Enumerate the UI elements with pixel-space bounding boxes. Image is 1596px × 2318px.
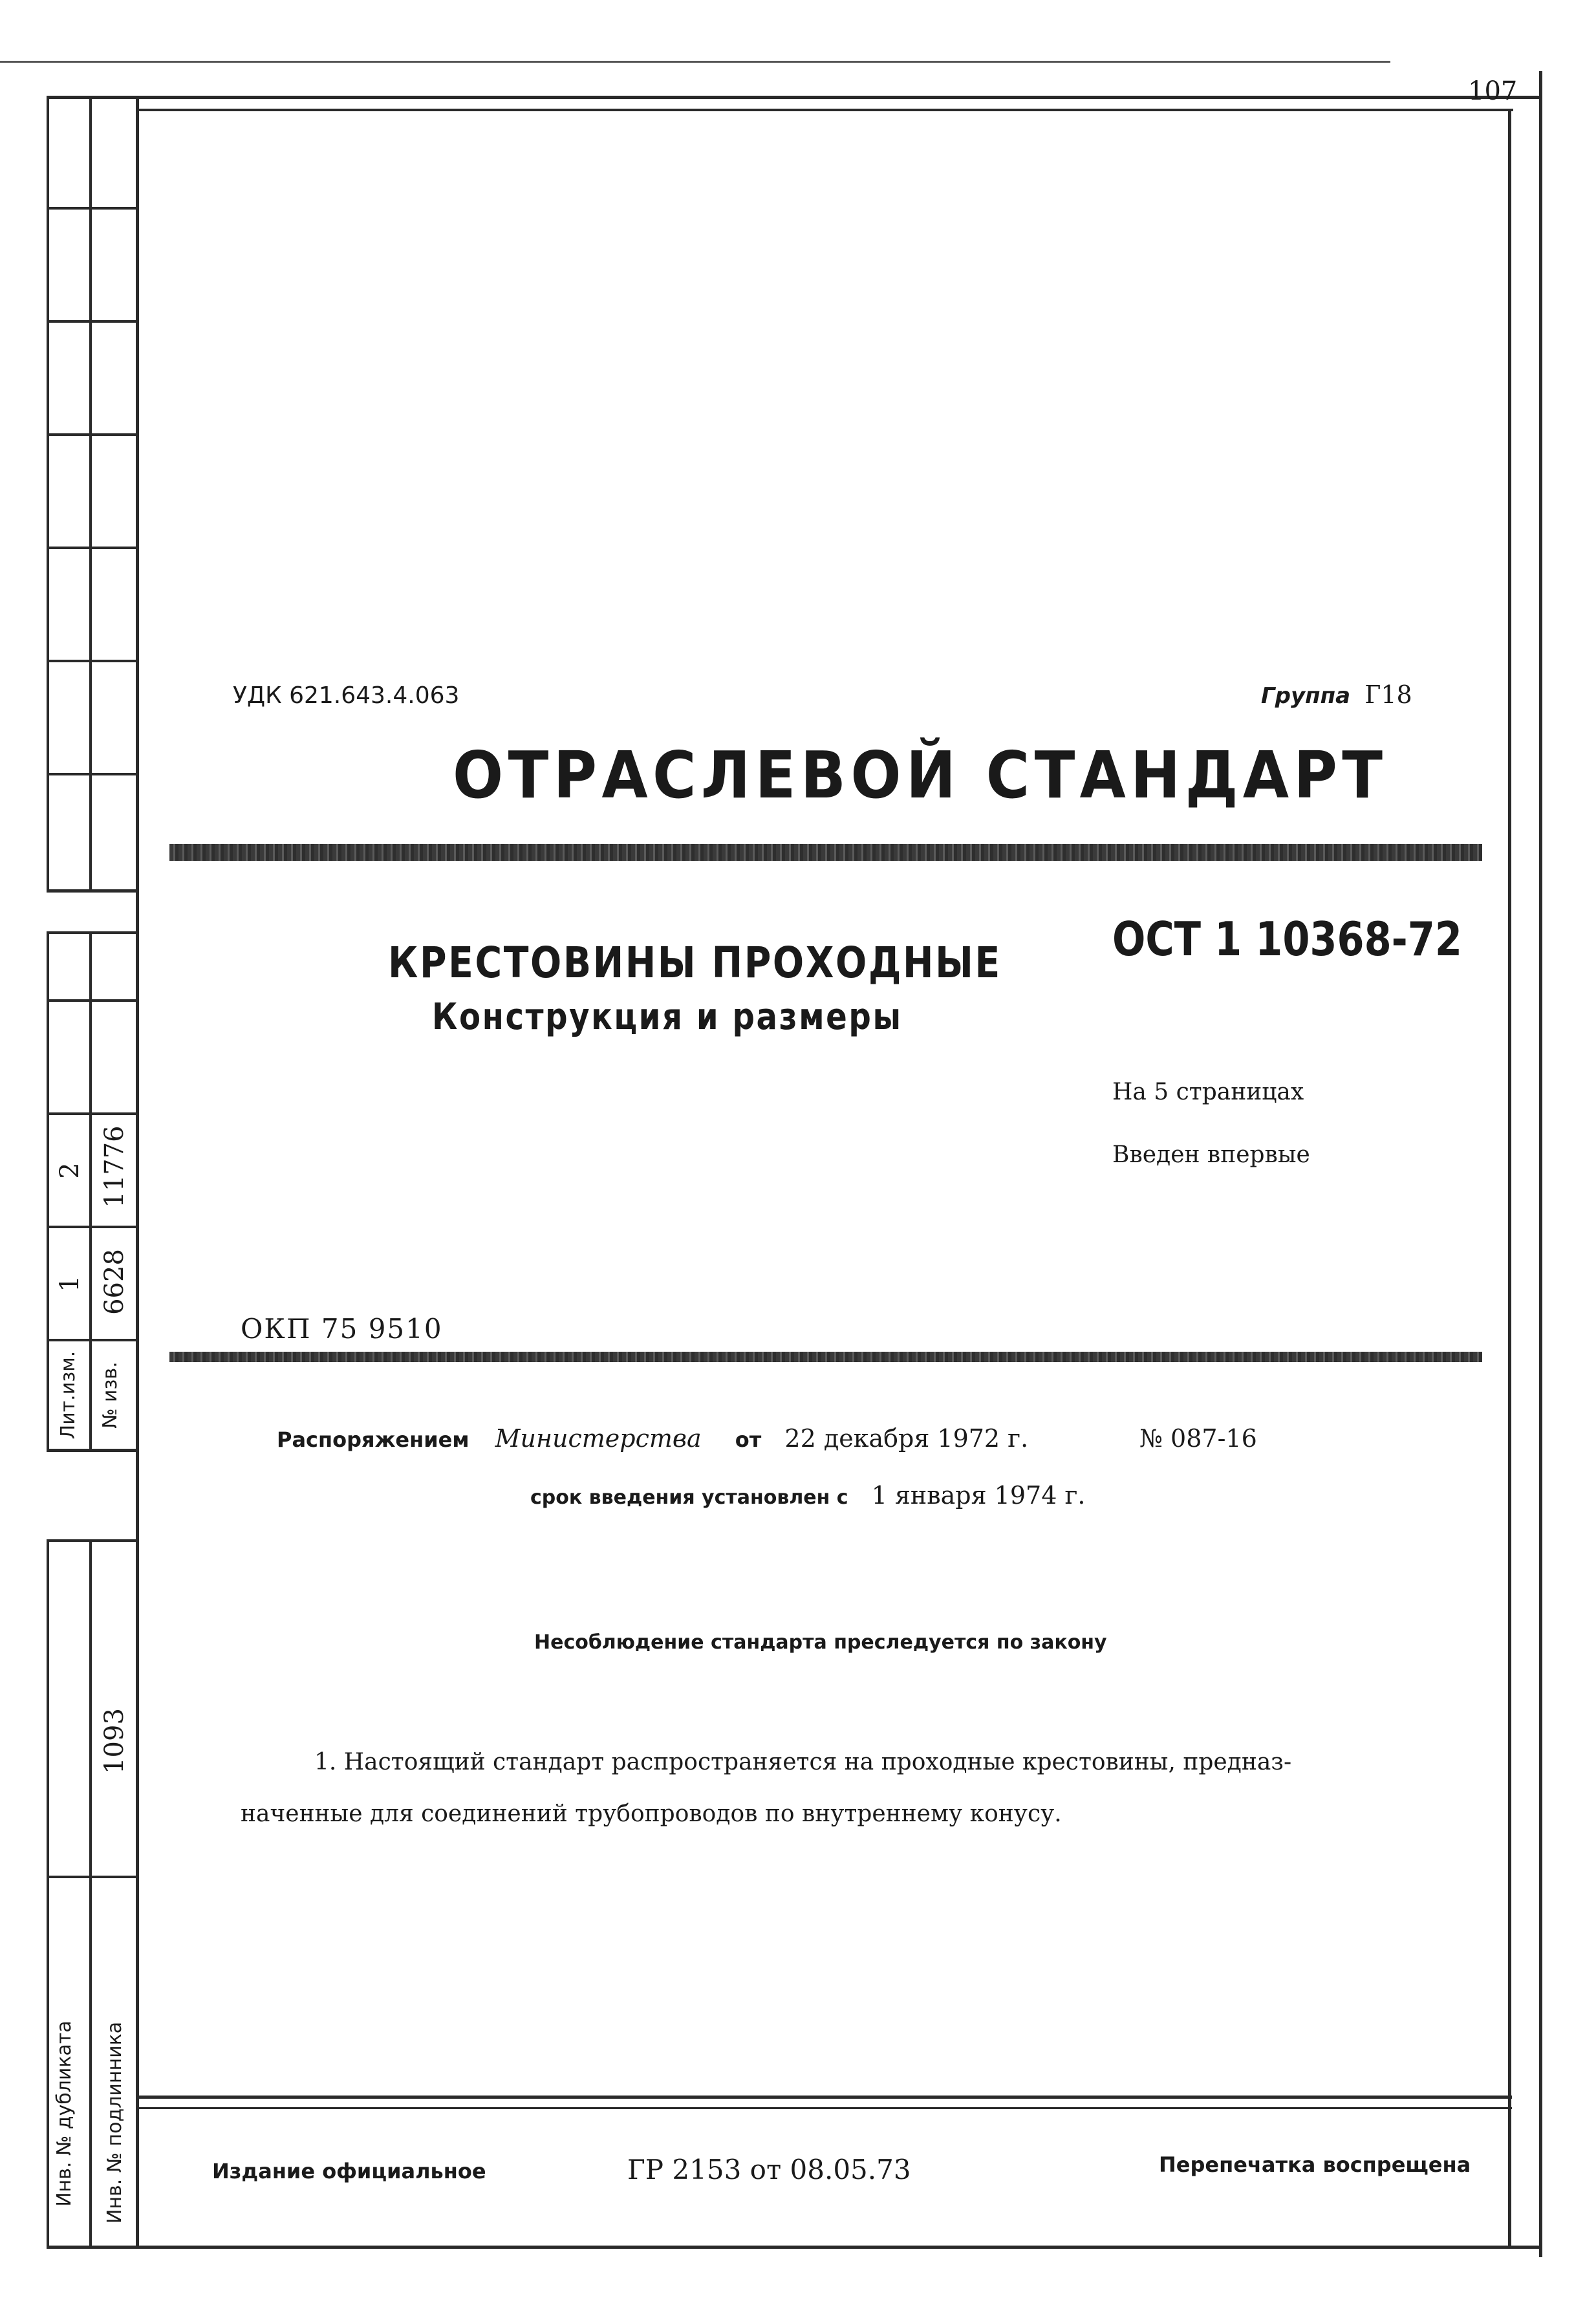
standard-code: ОСТ 1 10368-72 (1112, 912, 1462, 966)
udk-code: УДК 621.643.4.063 (233, 682, 460, 709)
margin-row (47, 207, 137, 210)
margin-row (47, 1449, 137, 1452)
standard-name: КРЕСТОВИНЫ ПРОХОДНЫЕ (388, 938, 1002, 988)
margin-col-left (47, 96, 49, 891)
margin-row (47, 1539, 137, 1542)
margin-row (47, 889, 137, 893)
frame-top (47, 96, 1542, 99)
pages-count: На 5 страницах (1112, 1079, 1304, 1105)
term-line (530, 1481, 1085, 1510)
margin-row (47, 320, 137, 323)
footer-separator-2 (136, 2107, 1512, 2109)
footer-reprint: Перепечатка воспрещена (1159, 2152, 1471, 2177)
body-paragraph-line-2: наченные для соединений трубопроводов по внутреннему конусу. (241, 1801, 1062, 1827)
footer-separator (136, 2096, 1512, 2099)
margin-row (47, 547, 137, 549)
margin-row (47, 999, 137, 1002)
margin-col-mid-3 (89, 1539, 92, 2248)
margin-row (47, 1339, 137, 1341)
okp-band (169, 1352, 1482, 1362)
footer-gr: ГР 2153 от 08.05.73 (627, 2154, 911, 2185)
group-label: Группа (1261, 683, 1351, 709)
introduced-note: Введен впервые (1112, 1142, 1310, 1168)
standard-subtitle: Конструкция и размеры (432, 996, 903, 1038)
inner-frame-left (136, 98, 139, 2247)
order-authority: Министерства (495, 1424, 702, 1453)
no-izv-label: № изв. (99, 1361, 122, 1429)
izv-value-11776: 11776 (100, 1125, 129, 1208)
group-value: Г18 (1364, 680, 1412, 709)
lit-value-1: 1 (55, 1275, 85, 1292)
inner-frame-right (1508, 109, 1511, 2247)
lit-value-2: 2 (55, 1162, 85, 1179)
order-number: № 087-16 (1139, 1424, 1257, 1453)
frame-bottom (47, 2246, 1542, 2249)
inner-frame-top (136, 109, 1513, 111)
footer-edition: Издание официальное (212, 2159, 486, 2183)
margin-row (47, 773, 137, 775)
okp-code: ОКП 75 9510 (241, 1313, 443, 1345)
law-warning: Несоблюдение стандарта преследуется по закону (534, 1631, 1107, 1654)
margin-col-mid-2 (89, 931, 92, 1449)
order-line (277, 1424, 1028, 1453)
page-number: 107 (1468, 76, 1518, 106)
order-prefix: Распоряжением (277, 1427, 469, 1452)
frame-right-outer (1539, 71, 1542, 2257)
lit-izm-label: Лит.изм. (57, 1350, 80, 1440)
group-block (1261, 680, 1412, 709)
body-paragraph-line-1: 1. Настоящий стандарт распространяется на проходные крестовины, предназ- (314, 1749, 1292, 1775)
top-edge-line (0, 61, 1390, 63)
title-band (169, 844, 1482, 861)
term-label: срок введения установлен с (530, 1486, 848, 1509)
order-date: 22 декабря 1972 г. (784, 1424, 1029, 1453)
margin-row (47, 1876, 137, 1878)
margin-row (47, 433, 137, 436)
margin-col-left-2 (47, 931, 49, 1449)
inv-dup-label: Инв. № дубликата (53, 2020, 76, 2207)
margin-col-mid (89, 96, 92, 891)
margin-row (47, 660, 137, 662)
margin-row (47, 931, 137, 934)
term-date: 1 января 1974 г. (871, 1481, 1086, 1510)
inv-orig-value: 1093 (100, 1708, 129, 1774)
inv-orig-label: Инв. № подлинника (103, 2021, 126, 2224)
margin-row (47, 1226, 137, 1228)
margin-col-left-3 (47, 1539, 49, 2248)
page-title: ОТРАСЛЕВОЙ СТАНДАРТ (453, 737, 1388, 813)
order-from-word: от (735, 1427, 762, 1452)
izv-value-6628: 6628 (100, 1249, 129, 1315)
